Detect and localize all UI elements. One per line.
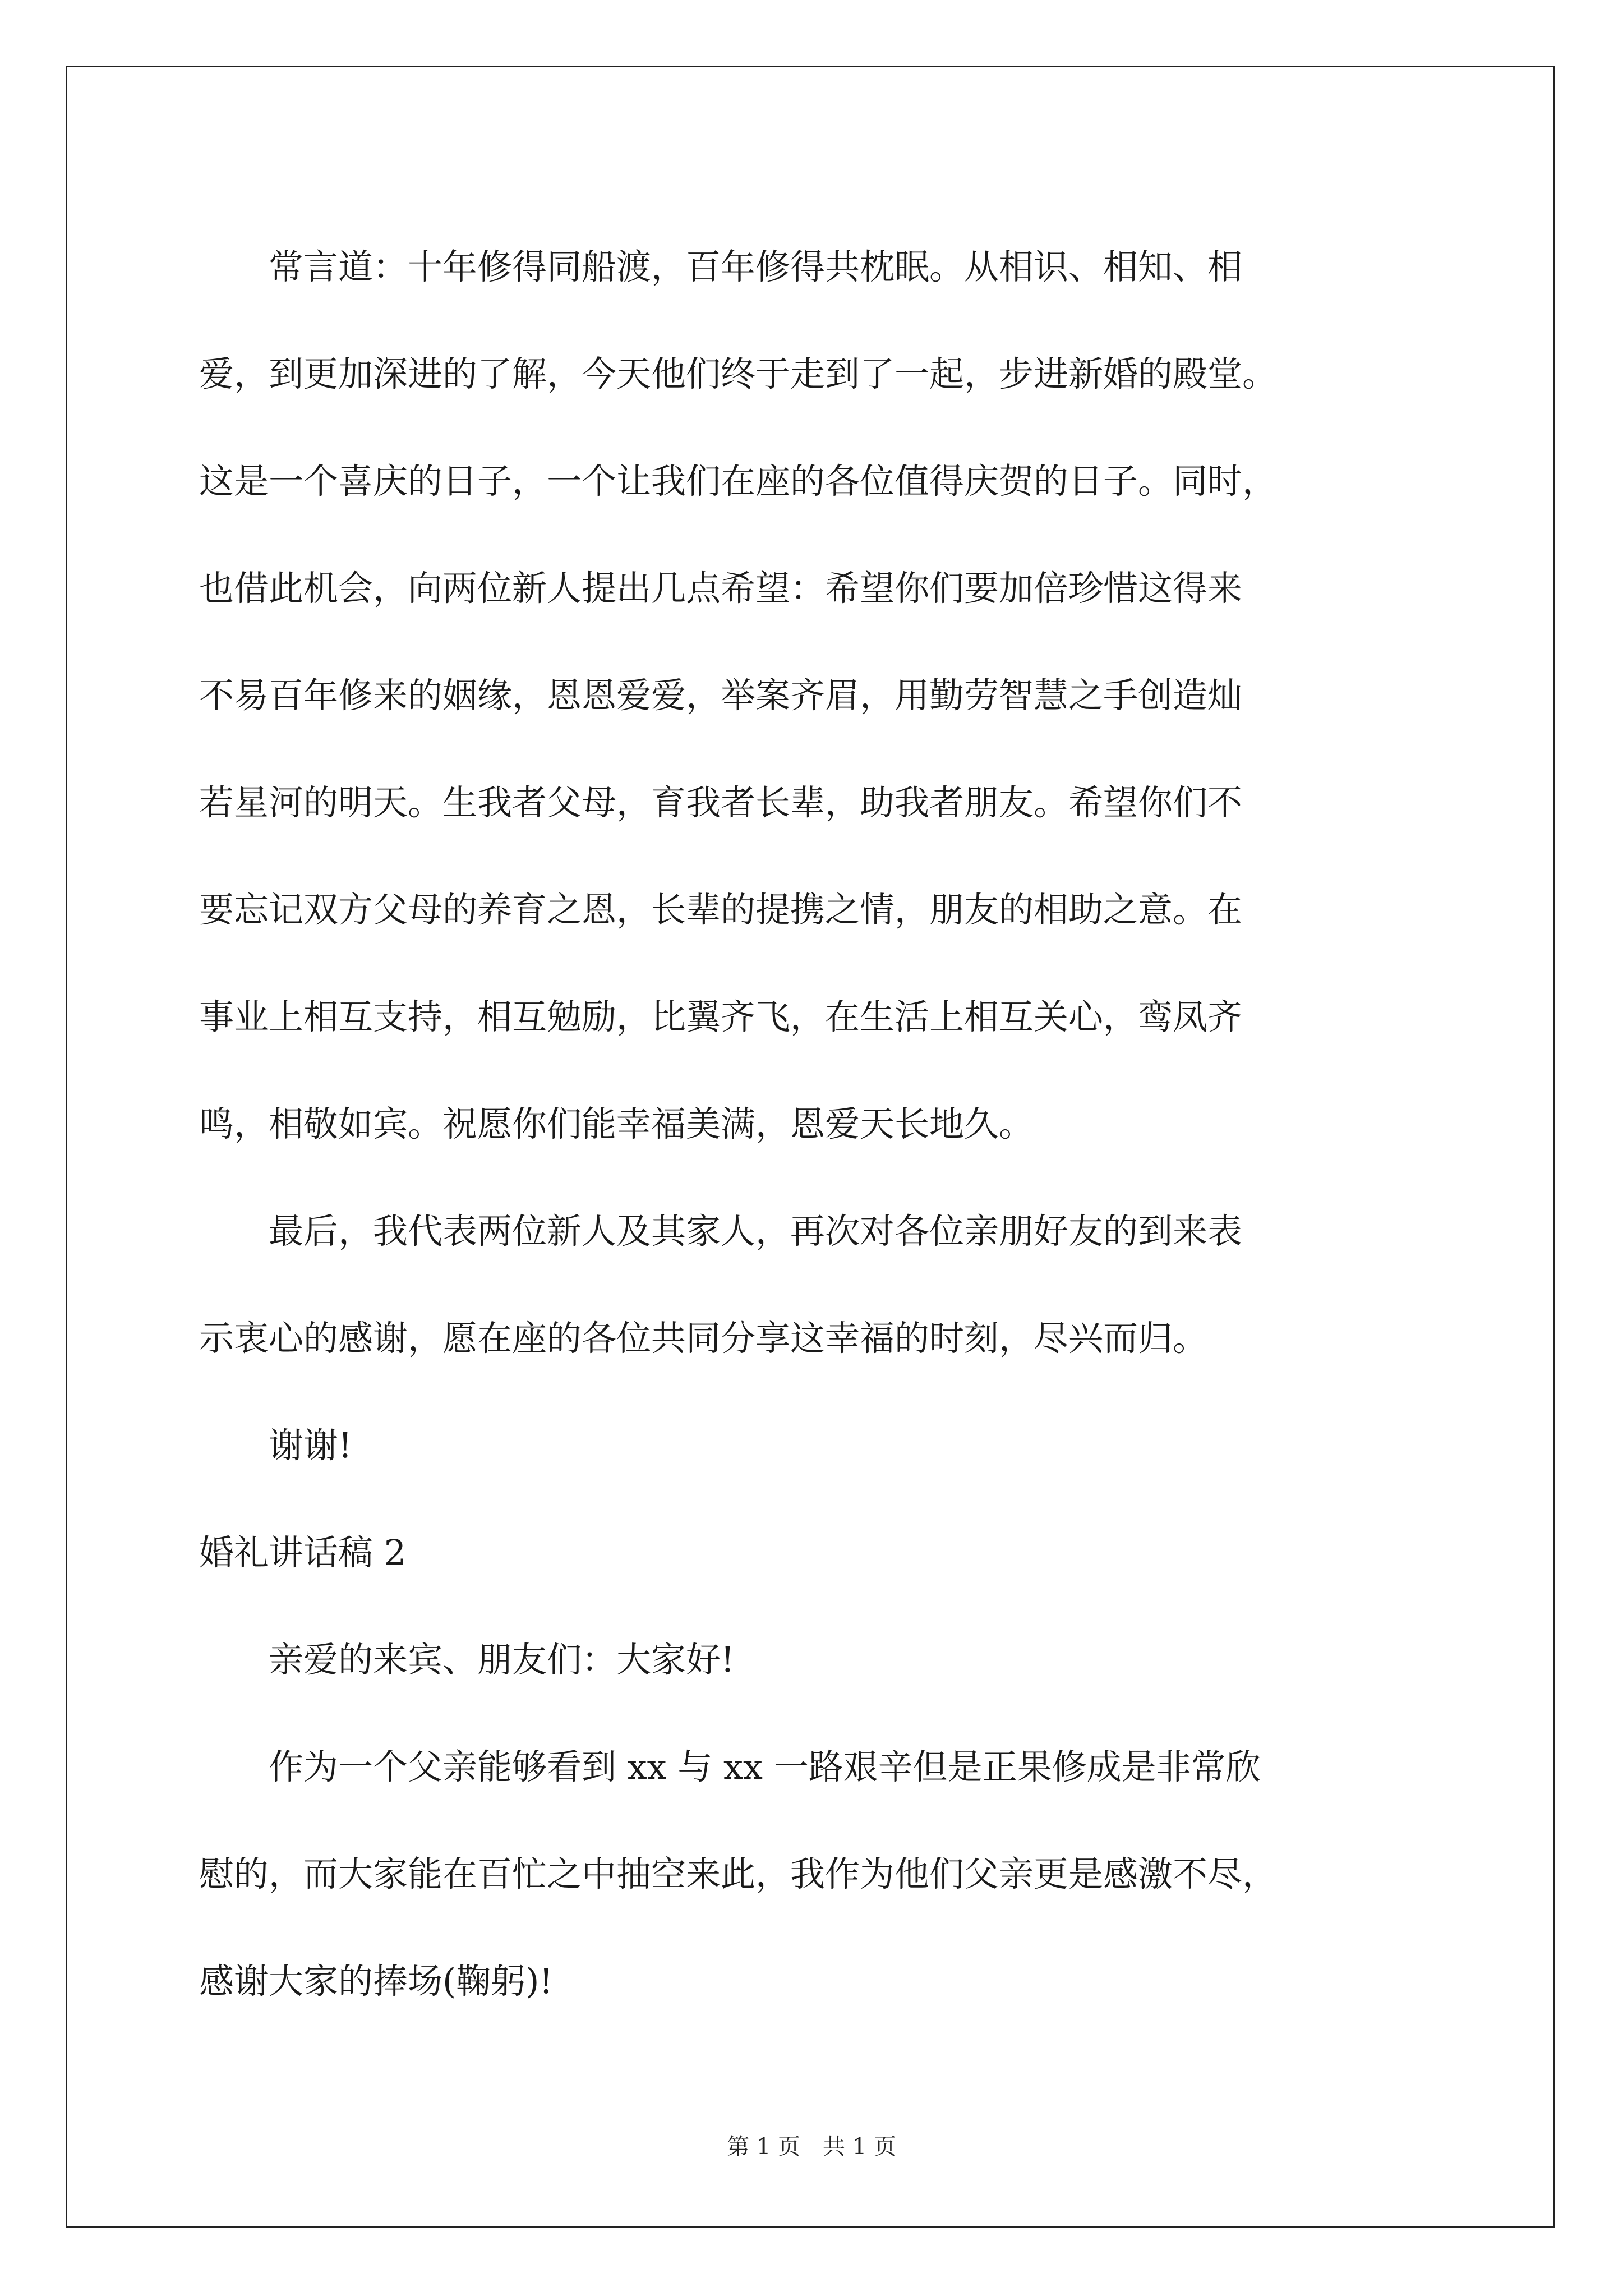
page-number-footer: 第 1 页 共 1 页 [727,2134,896,2160]
paragraph-1: 常言道：十年修得同船渡，百年修得共枕眠。从相识、相知、相 爱，到更加深进的了解，今天他们终于走到了一起，步进新婚的殿堂。 这是一个喜庆的日子，一个让我们在座的各位值得庆贺的日子。同时， 也借此机会，向两位新人提出几点希望：希望你们要加倍珍惜这得来 不易百年修来的姻缘，恩恩爱爱，举案齐眉，用勤劳智慧之手创造灿 若星河的明天。生我者父母，育我者长辈，助我者朋友。希望你们不 要忘记双方父母的养育之恩，长辈的提携之情，朋友的相助之意。在 事业上相互支持，相互勉励，比翼齐飞，在生活上相互关心，鸾凤齐 鸣，相敬如宾。祝愿你们能幸福美满，恩爱天长地久。 [199,246,1278,1144]
document-body [199,213,1433,2035]
section-heading: 婚礼讲话稿 2 [199,1532,407,1573]
paragraph-3: 谢谢! [199,1425,352,1466]
paragraph-2: 最后，我代表两位新人及其家人，再次对各位亲朋好友的到来表 示衷心的感谢，愿在座的各位共同分享这幸福的时刻，尽兴而归。 [199,1211,1243,1359]
paragraph-4: 亲爱的来宾、朋友们：大家好! [199,1639,735,1680]
paragraph-5: 作为一个父亲能够看到 xx 与 xx 一路艰辛但是正果修成是非常欣 慰的，而大家能在百忙之中抽空来此，我作为他们父亲更是感激不尽， 感谢大家的捧场(鞠躬)! [199,1746,1278,2001]
